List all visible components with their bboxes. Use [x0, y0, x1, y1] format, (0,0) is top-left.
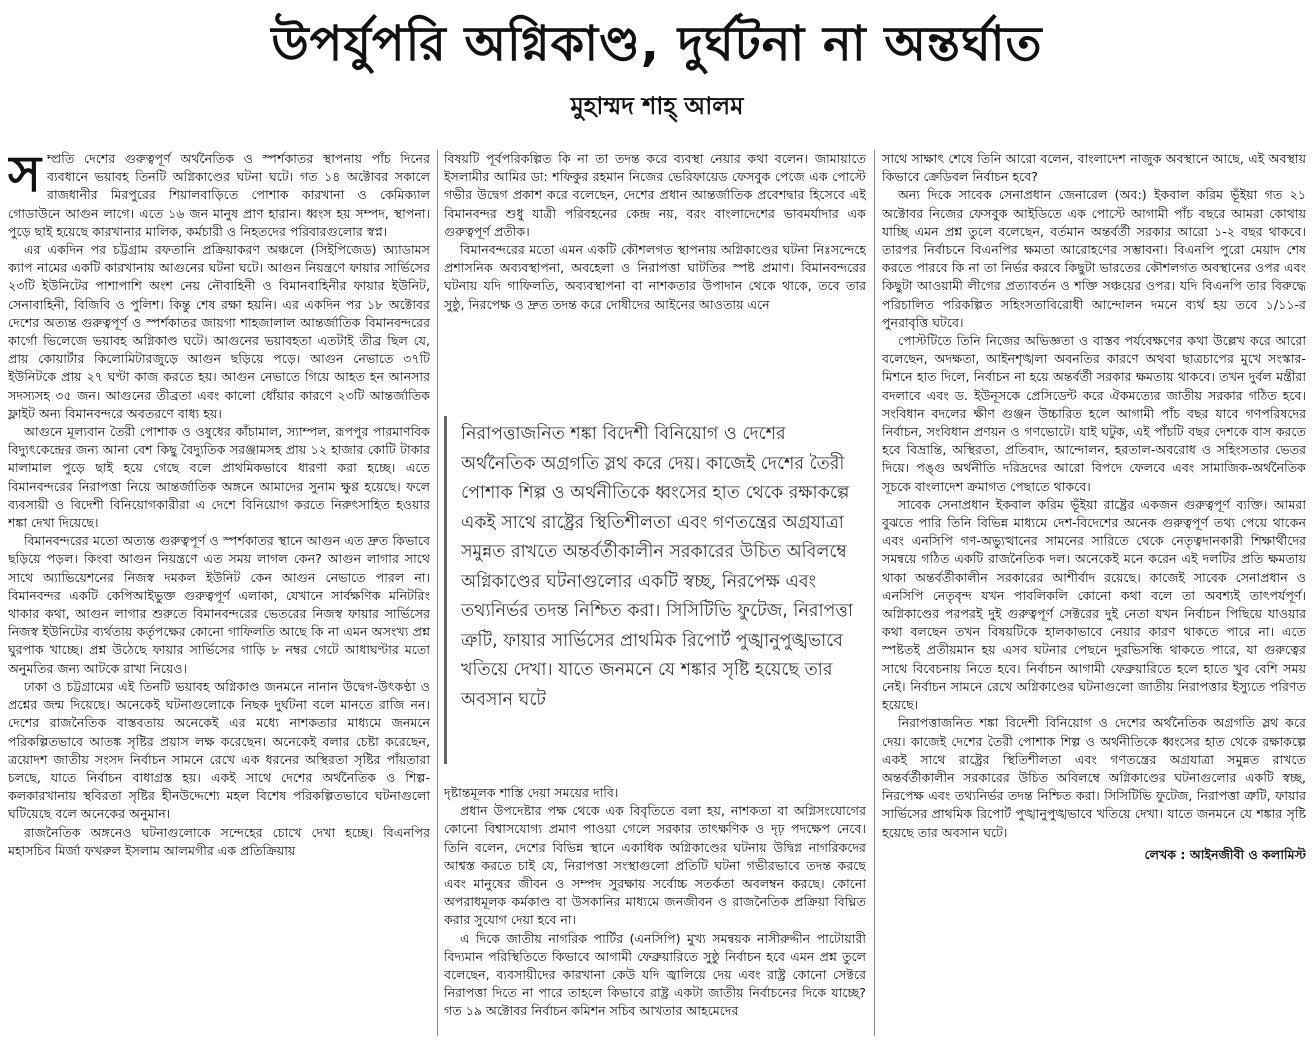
- paragraph: বিমানবন্দরের মতো অত্যন্ত গুরুত্বপূর্ণ ও স্পর্শকাতর স্থানে আগুন এত দ্রুত কিভাবে ছড়িয়ে পড়ল। কিংবা আগুন নিয়ন্ত্রণে এত সময় লাগল কেন? আগুন লাগার সাথে সাথে অ্যাভিয়েশনের নিজস্ব দমকল ইউনিট কেন আগুন নেভাতে পারল না। বিমানবন্দর একটি কেপিআইভুক্ত গুরুত্বপূর্ণ এলাকা, যেখানে সার্বক্ষণিক মনিটরিং থাকার কথা, আগুন লাগার শুরুতে বিমানবন্দরের ভেতরের নিজস্ব ফায়ার সার্ভিসের নিজস্ব ইউনিটের ব্যর্থতায় কর্তৃপক্ষের কোনো গাফিলতি আছে কি না এমন অসংখ্য প্রশ্ন ঘুরপাক খাচ্ছে। প্রশ্ন উঠেছে ফায়ার সার্ভিসের গাড়ি ৮ নম্বর গেটে আধাঘণ্টার মতো অনুমতির জন্য আটকে রাখা নিয়েও।: [8, 533, 430, 676]
- byline: মুহাম্মদ শাহ্‌ আলম: [570, 92, 744, 120]
- paragraph-text: ম্প্রতি দেশের গুরুত্বপূর্ণ অর্থনৈতিক ও স্পর্শকাতর স্থাপনায় পাঁচ দিনের ব্যবধানে ভয়াবহ তিনটি অগ্নিকাণ্ডের ঘটনা ঘটে। গত ১৪ অক্টোবর সকালে রাজধানীর মিরপুরের শিয়ালবাড়িতে পোশাক কারখানা ও কেমিক্যাল গোডাউনে আগুন লাগে। এতে ১৬ জন মানুষ প্রাণ হারান। ধ্বংস হয় সম্পদ, স্থাপনা। পুড়ে ছাই হয়েছে কারখানার মালিক, কর্মচারী ও নিহতদের পরিবারগুলোর স্বপ্ন।: [8, 151, 430, 239]
- article-column-2: [444, 150, 866, 1038]
- paragraph: এ দিকে জাতীয় নাগরিক পার্টির (এনসিপি) মুখ্য সমন্বয়ক নাসীরুদ্দীন পাটোয়ারী বিদ্যমান পরিস্থিতিতে কিভাবে আগামী ফেব্রুয়ারিতে সুষ্ঠু নির্বাচন হবে এমন প্রশ্ন তুলে বলেছেন, ব্যবসায়ীদের কারখানা কেউ যদি জ্বালিয়ে দেয় এবং রাষ্ট্র কোনো সেক্টরে নিরাপত্তা দিতে না পারে তাহলে কিভাবে রাষ্ট্র একটা জাতীয় নির্বাচনের দিকে যাচ্ছে? গত ১৯ অক্টোবর নির্বাচন কমিশন সচিব আখতার আহমেদের: [444, 930, 866, 1019]
- column-2-bottom: [444, 784, 866, 1038]
- paragraph: নিরাপত্তাজনিত শঙ্কা বিদেশী বিনিয়োগ ও দেশের অর্থনৈতিক অগ্রগতি স্লথ করে দেয়। কাজেই দেশের তৈরী পোশাক শিল্প ও অর্থনীতিকে ধ্বংসের হাত থেকে রক্ষাকল্পে একই সাথে রাষ্ট্রের স্থিতিশীলতা এবং গণতন্ত্রের অগ্রযাত্রা সমুন্নত রাখতে অন্তর্বর্তীকালীন সরকারের উচিত অবিলম্বে অগ্নিকাণ্ডের ঘটনাগুলোর একটি স্বচ্ছ, নিরপেক্ষ এবং তথ্যনির্ভর তদন্ত নিশ্চিত করা। সিসিটিভি ফুটেজ, নিরাপত্তা ত্রুটি, ফায়ার সার্ভিসের প্রাথমিক রিপোর্ট পুঙ্খানুপুঙ্খভাবে খতিয়ে দেখা। যাতে জনমনে যে শঙ্কার সৃষ্টি হয়েছে তার অবসান ঘটে।: [882, 715, 1306, 840]
- paragraph: পোস্টটিতে তিনি নিজের অভিজ্ঞতা ও বাস্তব পর্যবেক্ষণের কথা উল্লেখ করে আরো বলেছেন, অদক্ষতা, আইনশৃঙ্খলা অবনতির কারণে অথবা ছাত্রচাপের মুখে সংস্কার-মিশনে হাত দিলে, নির্বাচন না হয়ে অন্তর্বর্তী সরকার ক্ষমতায় থাকবে। তখন দুর্বল মন্ত্রীরা বদলাবে এবং ড. ইউনূসকে প্রেসিডেন্ট করে ঐকমত্যের জাতীয় সরকার গঠিত হবে। সংবিধান বদলের ক্ষীণ গুঞ্জন উচ্চারিত হলে আগামী পাঁচ বছর যাবে গণপরিষদের নির্বাচন, সংবিধান প্রণয়ন ও গণভোটে। যাই ঘটুক, এই পাঁচটি বছর দেশকে বাস করতে হবে বিভ্রান্তি, অস্থিরতা, প্রতিবাদ, আন্দোলন, হরতাল-অবরোধ ও সহিংসতার ভেতর দিয়ে। পঙ্গু অর্থনীতি দরিদ্রদের আরো বিপদে ফেলবে এবং সামাজিক-অর্থনৈতিক সূচকে বাংলাদেশ ক্রমাগত পেছাতে থাকবে।: [882, 333, 1306, 494]
- column-2-top: [444, 150, 866, 398]
- paragraph: বিমানবন্দরের মতো এমন একটি কৌশলগত স্থাপনায় অগ্নিকাণ্ডের ঘটনা নিঃসন্দেহে প্রশাসনিক অব্যবস্থাপনা, অবহেলা ও নিরাপত্তা ঘাটতির স্পষ্ট প্রমাণ। বিমানবন্দরের ঘটনায় যদি গাফিলতি, অব্যবস্থাপনা বা নাশকতার উপাদান থেকে থাকে, তবে তার সুষ্ঠু, নিরপেক্ষ ও দ্রুত তদন্ত করে দোষীদের আইনের আওতায় এনে: [444, 242, 866, 312]
- paragraph: রাজনৈতিক অঙ্গনেও ঘটনাগুলোকে সন্দেহের চোখে দেখা হচ্ছে। বিএনপির মহাসচিব মির্জা ফখরুল ইসলাম আলমগীর এক প্রতিক্রিয়ায়: [8, 824, 430, 858]
- paragraph: ঢাকা ও চট্টগ্রামের এই তিনটি ভয়াবহ অগ্নিকাণ্ড জনমনে নানান উদ্বেগ-উৎকণ্ঠা ও প্রশ্নের জন্ম দিয়েছে। অনেকেই ঘটনাগুলোকে নিছক দুর্ঘটনা বলে মানতে রাজি নন। দেশের রাজনৈতিক বাস্তবতায় অনেকেই এর মধ্যে নাশকতার মাধ্যমে জনমনে পরিকল্পিতভাবে আতঙ্ক সৃষ্টির প্রয়াস লক্ষ করেছেন। অনেকেই বলার চেষ্টা করেছেন, ত্রয়োদশ জাতীয় সংসদ নির্বাচন সামনে রেখে এক ধরনের অস্থিরতা সৃষ্টির পাঁয়তারা চলছে, যাতে নির্বাচন বাধাগ্রস্ত হয়। একই সাথে দেশের অর্থনৈতিক ও শিল্প-কলকারখানায় স্থবিরতা সৃষ্টির হীনউদ্দেশ্যে মহল বিশেষ পরিকল্পিতভাবে ঘটনাগুলো ঘটিয়েছে বলে অনেকের অনুমান।: [8, 678, 430, 822]
- column-divider: [437, 150, 438, 1036]
- headline: উপর্যুপরি অগ্নিকাণ্ড, দুর্ঘটনা না অন্তর্ঘাত: [271, 16, 1043, 72]
- paragraph: প্রধান উপদেষ্টার পক্ষ থেকে এক বিবৃতিতে বলা হয়, নাশকতা বা অগ্নিসংযোগের কোনো বিশ্বাসযোগ্য প্রমাণ পাওয়া গেলে সরকার তাৎক্ষণিক ও দৃঢ় পদক্ষেপ নেবে। তিনি বলেন, দেশের বিভিন্ন স্থানে একাধিক অগ্নিকাণ্ডের ঘটনায় উদ্বিগ্ন নাগরিকদের আশ্বস্ত করতে চাই যে, নিরাপত্তা সংস্থাগুলো প্রতিটি ঘটনা গভীরভাবে তদন্ত করছে এবং মানুষের জীবন ও সম্পদ সুরক্ষায় সর্বোচ্চ সতর্কতা অবলম্বন করছে। কোনো অপরাধমূলক কর্মকাণ্ড বা উসকানির মাধ্যমে জনজীবন ও রাজনৈতিক প্রক্রিয়া বিঘ্নিত করার সুযোগ দেয়া হবে না।: [444, 803, 866, 928]
- drop-cap: স: [8, 150, 42, 203]
- paragraph: সাবেক সেনাপ্রধান ইকবাল করিম ভূঁইয়া রাষ্ট্রের একজন গুরুত্বপূর্ণ ব্যক্তি। আমরা বুঝতে পারি তিনি বিভিন্ন মাধ্যমে দেশ-বিদেশের অনেক গুরুত্বপূর্ণ তথ্য পেয়ে থাকেন এবং এনসিপি গণ-অভ্যুত্থানের সামনের সারিতে থেকে নেতৃত্বদানকারী শিক্ষার্থীদের সমন্বয়ে গঠিত একটি রাজনৈতিক দল। অনেকেই মনে করেন এই দলটির প্রতি ক্ষমতায় থাকা অন্তর্বর্তীকালীন সরকারের আশীর্বাদ রয়েছে। কাজেই সাবেক সেনাপ্রধান ও এনসিপি নেতৃবৃন্দ যখন পাবলিকলি কোনো কথা বলে তা অবশ্যই তাৎপর্যপূর্ণ। অগ্নিকাণ্ডের পরপরই দুই গুরুত্বপূর্ণ সেক্টরের দুই নেতা যখন নির্বাচন পিছিয়ে যাওয়ার কথা বলছেন তখন বিষয়টিকে হালকাভাবে নেয়ার কারণ থাকতে পারে না। এতে স্পষ্টতই প্রতীয়মান হয় এসব ঘটনার পেছনে দুরভিসন্ধি থাকতে পারে, যা গুরুত্বের সাথে বিবেচনায় নিতে হবে। নির্বাচন আগামী ফেব্রুয়ারিতে হলে হাতে খুব বেশি সময় নেই। নির্বাচন সামনে রেখে অগ্নিকাণ্ডের ঘটনাগুলো জাতীয় নিরাপত্তার ইস্যুতে পরিণত হয়েছে।: [882, 496, 1306, 713]
- article-column-1: [8, 150, 430, 1038]
- paragraph: বিষয়টি পূর্বপরিকল্পিত কি না তা তদন্ত করে ব্যবস্থা নেয়ার কথা বলেন। জামায়াতে ইসলামীর আমির ডা: শফিকুর রহমান নিজের ভেরিফায়েড ফেসবুক পেজে এক পোস্টে গভীর উদ্বেগ প্রকাশ করে বলেছেন, দেশের প্রধান আন্তর্জাতিক প্রবেশদ্বার হিসেবে এই বিমানবন্দর শুধু যাত্রী পরিবহনের কেন্দ্র নয়, বরং বাংলাদেশের ভাবমর্যাদার এক গুরুত্বপূর্ণ প্রতীক।: [444, 151, 866, 239]
- article-column-3: [882, 150, 1306, 1038]
- paragraph: সাথে সাক্ষাৎ শেষে তিনি আরো বলেন, বাংলাদেশ নাজুক অবস্থানে আছে, এই অবস্থায় কিভাবে ক্রেডিবল নির্বাচন হবে?: [882, 151, 1306, 185]
- paragraph: এর একদিন পর চট্টগ্রাম রফতানি প্রক্রিয়াকরণ অঞ্চলে (সিইপিজেড) অ্যাডামস ক্যাপ নামের একটি কারখানায় আগুনের ঘটনা ঘটে। আগুন নিয়ন্ত্রণে ফায়ার সার্ভিসের ২৩টি ইউনিটের পাশাপাশি অংশ নেয় নৌবাহিনী ও বিমানবাহিনীর ফায়ার ইউনিট, সেনাবাহিনী, বিজিবি ও পুলিশ। কিন্তু শেষ রক্ষা হয়নি। এর একদিন পর ১৮ অক্টোবর দেশের অত্যন্ত গুরুত্বপূর্ণ ও স্পর্শকাতর জায়গা শাহজালাল আন্তর্জাতিক বিমানবন্দরের কার্গো ভিলেজে ভয়াবহ অগ্নিকাণ্ড ঘটে। আগুনের ভয়াবহতা এতটাই তীব্র ছিল যে, প্রায় কোয়ার্টার কিলোমিটারজুড়ে আগুন ছড়িয়ে পড়ে। আগুন নেভাতে ৩৭টি ইউনিটকে প্রায় ২৭ ঘণ্টা কাজ করতে হয়। আগুন নেভাতে গিয়ে আহত হন আনসার সদস্যসহ ৩৫ জন। আগুনের তীব্রতা এবং কালো ধোঁয়ার কারণে ২৩টি আন্তর্জাতিক ফ্লাইট অন্য বিমানবন্দরে অবতরণে বাধ্য হয়।: [8, 242, 430, 421]
- paragraph: দৃষ্টান্তমূলক শাস্তি দেয়া সময়ের দাবি।: [444, 785, 619, 800]
- paragraph: [8, 150, 430, 241]
- paragraph: আগুনে মূল্যবান তৈরী পোশাক ও ওষুধের কাঁচামাল, স্যাম্পল, রূপপুর পারমাণবিক বিদ্যুৎকেন্দ্রের জন্য আনা বেশ কিছু বৈদ্যুতিক সরঞ্জামসহ প্রায় ১২ হাজার কোটি টাকার মালামাল পুড়ে ছাই হয়ে গেছে বলে প্রাথমিকভাবে ধারণা করা হচ্ছে। এতে বিমানবন্দরের নিরাপত্তা নিয়ে আন্তর্জাতিক অঙ্গনে আমাদের সুনাম ক্ষুণ্ণ হয়েছে। ফলে ব্যবসায়ী ও বিদেশী বিনিয়োগকারীরা এ দেশে বিনিয়োগ করতে নিরুৎসাহিত হওয়ার শঙ্কা দেখা দিয়েছে।: [8, 424, 430, 531]
- column-divider: [874, 150, 875, 1036]
- pull-quote: নিরাপত্তাজনিত শঙ্কা বিদেশী বিনিয়োগ ও দেশের অর্থনৈতিক অগ্রগতি স্লথ করে দেয়। কাজেই দেশের তৈরী পোশাক শিল্প ও অর্থনীতিকে ধ্বংসের হাত থেকে রক্ষাকল্পে একই সাথে রাষ্ট্রের স্থিতিশীলতা এবং গণতন্ত্রের অগ্রযাত্রা সমুন্নত রাখতে অন্তর্বর্তীকালীন সরকারের উচিত অবিলম্বে অগ্নিকাণ্ডের ঘটনাগুলোর একটি স্বচ্ছ, নিরপেক্ষ এবং তথ্যনির্ভর তদন্ত নিশ্চিত করা। সিসিটিভি ফুটেজ, নিরাপত্তা ত্রুটি, ফায়ার সার্ভিসের প্রাথমিক রিপোর্ট পুঙ্খানুপুঙ্খভাবে খতিয়ে দেখা। যাতে জনমনে যে শঙ্কার সৃষ্টি হয়েছে তার অবসান ঘটে: [444, 416, 866, 764]
- author-credit: লেখক : আইনজীবী ও কলামিস্ট: [1144, 846, 1306, 862]
- paragraph: অন্য দিকে সাবেক সেনাপ্রধান জেনারেল (অব:) ইকবাল করিম ভূঁইয়া গত ২১ অক্টোবর নিজের ফেসবুক আইডিতে এক পোস্টে আগামী পাঁচ বছরে আমরা কোথায় যাচ্ছি এমন প্রশ্ন তুলে বলেছেন, বর্তমান অন্তর্বর্তী সরকার আরো ১-২ বছর থাকবে। তারপর নির্বাচনে বিএনপির ক্ষমতা আরোহণের সম্ভাবনা। বিএনপি পুরো মেয়াদ শেষ করতে পারবে কি না তা নির্ভর করবে কিছুটা ভারতের কৌশলগত অবস্থানের ওপর এবং কিছুটা আওয়ামী লীগের প্রত্যাবর্তন ও শক্তি সঞ্চয়ের ওপর। যদি বিএনপি তার বিরুদ্ধে পরিচালিত পরিকল্পিত সহিংসতাবিরোধী আন্দোলন দমনে ব্যর্থ হয় তবে ১/১১-র পুনরাবৃত্তি ঘটবে।: [882, 187, 1306, 330]
